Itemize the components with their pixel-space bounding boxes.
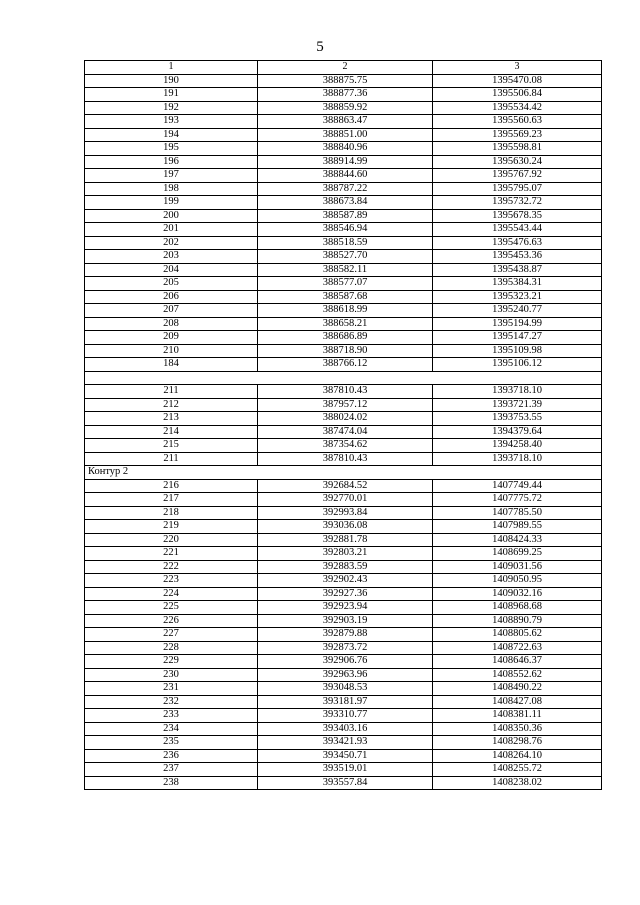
- table-row: [85, 358, 602, 372]
- y-coordinate-cell: 1395323.21: [433, 290, 602, 304]
- table-row: [85, 74, 602, 88]
- y-coordinate-cell: 1408381.11: [433, 709, 602, 723]
- column-header: 3: [433, 61, 602, 75]
- table-row: [85, 695, 602, 709]
- point-number-cell: 220: [85, 533, 258, 547]
- point-number-cell: 202: [85, 236, 258, 250]
- y-coordinate-cell: 1395470.08: [433, 74, 602, 88]
- point-number-cell: 200: [85, 209, 258, 223]
- x-coordinate-cell: 392923.94: [258, 601, 433, 615]
- table-row: [85, 155, 602, 169]
- x-coordinate-cell: 392879.88: [258, 628, 433, 642]
- point-number-cell: 193: [85, 115, 258, 129]
- point-number-cell: 214: [85, 425, 258, 439]
- y-coordinate-cell: 1408238.02: [433, 776, 602, 790]
- table-row: [85, 601, 602, 615]
- point-number-cell: 211: [85, 452, 258, 466]
- point-number-cell: 236: [85, 749, 258, 763]
- x-coordinate-cell: 388587.68: [258, 290, 433, 304]
- y-coordinate-cell: 1393718.10: [433, 452, 602, 466]
- x-coordinate-cell: 392770.01: [258, 493, 433, 507]
- y-coordinate-cell: 1393718.10: [433, 385, 602, 399]
- x-coordinate-cell: 388546.94: [258, 223, 433, 237]
- point-number-cell: 204: [85, 263, 258, 277]
- table-row: [85, 128, 602, 142]
- point-number-cell: 212: [85, 398, 258, 412]
- x-coordinate-cell: 388851.00: [258, 128, 433, 142]
- table-row: [85, 223, 602, 237]
- point-number-cell: 238: [85, 776, 258, 790]
- point-number-cell: 197: [85, 169, 258, 183]
- table-row: [85, 614, 602, 628]
- y-coordinate-cell: 1408264.10: [433, 749, 602, 763]
- x-coordinate-cell: 392993.84: [258, 506, 433, 520]
- table-row: [85, 385, 602, 399]
- table-row: [85, 668, 602, 682]
- x-coordinate-cell: 392906.76: [258, 655, 433, 669]
- point-number-cell: 223: [85, 574, 258, 588]
- y-coordinate-cell: 1395384.31: [433, 277, 602, 291]
- table-row: [85, 776, 602, 790]
- x-coordinate-cell: 388582.11: [258, 263, 433, 277]
- point-number-cell: 224: [85, 587, 258, 601]
- x-coordinate-cell: 388686.89: [258, 331, 433, 345]
- table-row: [85, 344, 602, 358]
- x-coordinate-cell: 388877.36: [258, 88, 433, 102]
- y-coordinate-cell: 1395569.23: [433, 128, 602, 142]
- table-row: [85, 263, 602, 277]
- y-coordinate-cell: 1394258.40: [433, 439, 602, 453]
- point-number-cell: 216: [85, 479, 258, 493]
- table-row: [85, 709, 602, 723]
- point-number-cell: 218: [85, 506, 258, 520]
- table-row: [85, 547, 602, 561]
- x-coordinate-cell: 392902.43: [258, 574, 433, 588]
- point-number-cell: 232: [85, 695, 258, 709]
- point-number-cell: 201: [85, 223, 258, 237]
- table-row: [85, 533, 602, 547]
- coordinates-table-body: [85, 61, 602, 790]
- table-row: [85, 628, 602, 642]
- table-row: [85, 250, 602, 264]
- contour-label-row: [85, 466, 602, 480]
- table-row: [85, 317, 602, 331]
- table-row: [85, 560, 602, 574]
- separator-row: [85, 371, 602, 385]
- y-coordinate-cell: 1408255.72: [433, 763, 602, 777]
- y-coordinate-cell: 1395240.77: [433, 304, 602, 318]
- x-coordinate-cell: 393048.53: [258, 682, 433, 696]
- y-coordinate-cell: 1395194.99: [433, 317, 602, 331]
- table-row: [85, 574, 602, 588]
- table-row: [85, 182, 602, 196]
- separator-cell: [85, 371, 602, 385]
- point-number-cell: 237: [85, 763, 258, 777]
- point-number-cell: 230: [85, 668, 258, 682]
- x-coordinate-cell: 387354.62: [258, 439, 433, 453]
- y-coordinate-cell: 1395534.42: [433, 101, 602, 115]
- x-coordinate-cell: 393450.71: [258, 749, 433, 763]
- y-coordinate-cell: 1395106.12: [433, 358, 602, 372]
- table-row: [85, 736, 602, 750]
- x-coordinate-cell: 393310.77: [258, 709, 433, 723]
- x-coordinate-cell: 388863.47: [258, 115, 433, 129]
- x-coordinate-cell: 388766.12: [258, 358, 433, 372]
- y-coordinate-cell: 1395543.44: [433, 223, 602, 237]
- y-coordinate-cell: 1393753.55: [433, 412, 602, 426]
- point-number-cell: 209: [85, 331, 258, 345]
- point-number-cell: 226: [85, 614, 258, 628]
- x-coordinate-cell: 392684.52: [258, 479, 433, 493]
- y-coordinate-cell: 1408298.76: [433, 736, 602, 750]
- x-coordinate-cell: 387957.12: [258, 398, 433, 412]
- table-row: [85, 655, 602, 669]
- x-coordinate-cell: 388875.75: [258, 74, 433, 88]
- x-coordinate-cell: 393036.08: [258, 520, 433, 534]
- x-coordinate-cell: 388840.96: [258, 142, 433, 156]
- point-number-cell: 225: [85, 601, 258, 615]
- point-number-cell: 233: [85, 709, 258, 723]
- y-coordinate-cell: 1395678.35: [433, 209, 602, 223]
- y-coordinate-cell: 1408699.25: [433, 547, 602, 561]
- table-row: [85, 506, 602, 520]
- x-coordinate-cell: 392881.78: [258, 533, 433, 547]
- point-number-cell: 195: [85, 142, 258, 156]
- table-row: [85, 587, 602, 601]
- point-number-cell: 213: [85, 412, 258, 426]
- x-coordinate-cell: 388024.02: [258, 412, 433, 426]
- contour-label: Контур 2: [85, 466, 602, 480]
- point-number-cell: 196: [85, 155, 258, 169]
- x-coordinate-cell: 393519.01: [258, 763, 433, 777]
- y-coordinate-cell: 1395438.87: [433, 263, 602, 277]
- table-row: [85, 236, 602, 250]
- point-number-cell: 208: [85, 317, 258, 331]
- table-row: [85, 452, 602, 466]
- coordinates-table: [84, 60, 602, 790]
- point-number-cell: 210: [85, 344, 258, 358]
- x-coordinate-cell: 388618.99: [258, 304, 433, 318]
- point-number-cell: 229: [85, 655, 258, 669]
- point-number-cell: 206: [85, 290, 258, 304]
- y-coordinate-cell: 1408427.08: [433, 695, 602, 709]
- y-coordinate-cell: 1395598.81: [433, 142, 602, 156]
- point-number-cell: 219: [85, 520, 258, 534]
- table-row: [85, 169, 602, 183]
- y-coordinate-cell: 1408424.33: [433, 533, 602, 547]
- table-row: [85, 142, 602, 156]
- table-row: [85, 641, 602, 655]
- table-row: [85, 88, 602, 102]
- x-coordinate-cell: 393421.93: [258, 736, 433, 750]
- y-coordinate-cell: 1395630.24: [433, 155, 602, 169]
- point-number-cell: 222: [85, 560, 258, 574]
- y-coordinate-cell: 1408968.68: [433, 601, 602, 615]
- y-coordinate-cell: 1395560.63: [433, 115, 602, 129]
- x-coordinate-cell: 387810.43: [258, 385, 433, 399]
- y-coordinate-cell: 1395476.63: [433, 236, 602, 250]
- table-row: [85, 479, 602, 493]
- table-row: [85, 682, 602, 696]
- table-row: [85, 520, 602, 534]
- y-coordinate-cell: 1395767.92: [433, 169, 602, 183]
- table-row: [85, 749, 602, 763]
- x-coordinate-cell: 393181.97: [258, 695, 433, 709]
- point-number-cell: 234: [85, 722, 258, 736]
- x-coordinate-cell: 392883.59: [258, 560, 433, 574]
- x-coordinate-cell: 388658.21: [258, 317, 433, 331]
- point-number-cell: 231: [85, 682, 258, 696]
- y-coordinate-cell: 1395506.84: [433, 88, 602, 102]
- page-number: 5: [316, 39, 324, 55]
- x-coordinate-cell: 387474.04: [258, 425, 433, 439]
- table-row: [85, 115, 602, 129]
- table-row: [85, 196, 602, 210]
- y-coordinate-cell: 1395453.36: [433, 250, 602, 264]
- point-number-cell: 191: [85, 88, 258, 102]
- table-header-row: [85, 61, 602, 75]
- x-coordinate-cell: 392903.19: [258, 614, 433, 628]
- x-coordinate-cell: 387810.43: [258, 452, 433, 466]
- table-row: [85, 722, 602, 736]
- y-coordinate-cell: 1408722.63: [433, 641, 602, 655]
- x-coordinate-cell: 393403.16: [258, 722, 433, 736]
- y-coordinate-cell: 1407989.55: [433, 520, 602, 534]
- x-coordinate-cell: 388577.07: [258, 277, 433, 291]
- point-number-cell: 190: [85, 74, 258, 88]
- table-row: [85, 290, 602, 304]
- x-coordinate-cell: 388914.99: [258, 155, 433, 169]
- y-coordinate-cell: 1409031.56: [433, 560, 602, 574]
- y-coordinate-cell: 1408552.62: [433, 668, 602, 682]
- x-coordinate-cell: 388787.22: [258, 182, 433, 196]
- table-row: [85, 439, 602, 453]
- point-number-cell: 198: [85, 182, 258, 196]
- point-number-cell: 205: [85, 277, 258, 291]
- y-coordinate-cell: 1395795.07: [433, 182, 602, 196]
- point-number-cell: 215: [85, 439, 258, 453]
- y-coordinate-cell: 1395147.27: [433, 331, 602, 345]
- table-row: [85, 425, 602, 439]
- y-coordinate-cell: 1408490.22: [433, 682, 602, 696]
- table-row: [85, 412, 602, 426]
- y-coordinate-cell: 1408646.37: [433, 655, 602, 669]
- x-coordinate-cell: 393557.84: [258, 776, 433, 790]
- y-coordinate-cell: 1407775.72: [433, 493, 602, 507]
- table-row: [85, 277, 602, 291]
- x-coordinate-cell: 388527.70: [258, 250, 433, 264]
- y-coordinate-cell: 1393721.39: [433, 398, 602, 412]
- point-number-cell: 211: [85, 385, 258, 399]
- point-number-cell: 228: [85, 641, 258, 655]
- point-number-cell: 227: [85, 628, 258, 642]
- x-coordinate-cell: 388844.60: [258, 169, 433, 183]
- x-coordinate-cell: 388718.90: [258, 344, 433, 358]
- point-number-cell: 217: [85, 493, 258, 507]
- y-coordinate-cell: 1408350.36: [433, 722, 602, 736]
- table-row: [85, 209, 602, 223]
- y-coordinate-cell: 1409032.16: [433, 587, 602, 601]
- x-coordinate-cell: 392927.36: [258, 587, 433, 601]
- x-coordinate-cell: 388673.84: [258, 196, 433, 210]
- point-number-cell: 207: [85, 304, 258, 318]
- x-coordinate-cell: 388859.92: [258, 101, 433, 115]
- y-coordinate-cell: 1395109.98: [433, 344, 602, 358]
- point-number-cell: 203: [85, 250, 258, 264]
- y-coordinate-cell: 1394379.64: [433, 425, 602, 439]
- x-coordinate-cell: 392873.72: [258, 641, 433, 655]
- column-header: 2: [258, 61, 433, 75]
- point-number-cell: 199: [85, 196, 258, 210]
- table-row: [85, 331, 602, 345]
- point-number-cell: 184: [85, 358, 258, 372]
- table-row: [85, 101, 602, 115]
- x-coordinate-cell: 388518.59: [258, 236, 433, 250]
- y-coordinate-cell: 1409050.95: [433, 574, 602, 588]
- table-row: [85, 304, 602, 318]
- table-row: [85, 398, 602, 412]
- y-coordinate-cell: 1407785.50: [433, 506, 602, 520]
- y-coordinate-cell: 1395732.72: [433, 196, 602, 210]
- table-row: [85, 493, 602, 507]
- column-header: 1: [85, 61, 258, 75]
- x-coordinate-cell: 392963.96: [258, 668, 433, 682]
- x-coordinate-cell: 388587.89: [258, 209, 433, 223]
- point-number-cell: 192: [85, 101, 258, 115]
- y-coordinate-cell: 1408805.62: [433, 628, 602, 642]
- point-number-cell: 221: [85, 547, 258, 561]
- point-number-cell: 194: [85, 128, 258, 142]
- y-coordinate-cell: 1408890.79: [433, 614, 602, 628]
- point-number-cell: 235: [85, 736, 258, 750]
- table-row: [85, 763, 602, 777]
- y-coordinate-cell: 1407749.44: [433, 479, 602, 493]
- x-coordinate-cell: 392803.21: [258, 547, 433, 561]
